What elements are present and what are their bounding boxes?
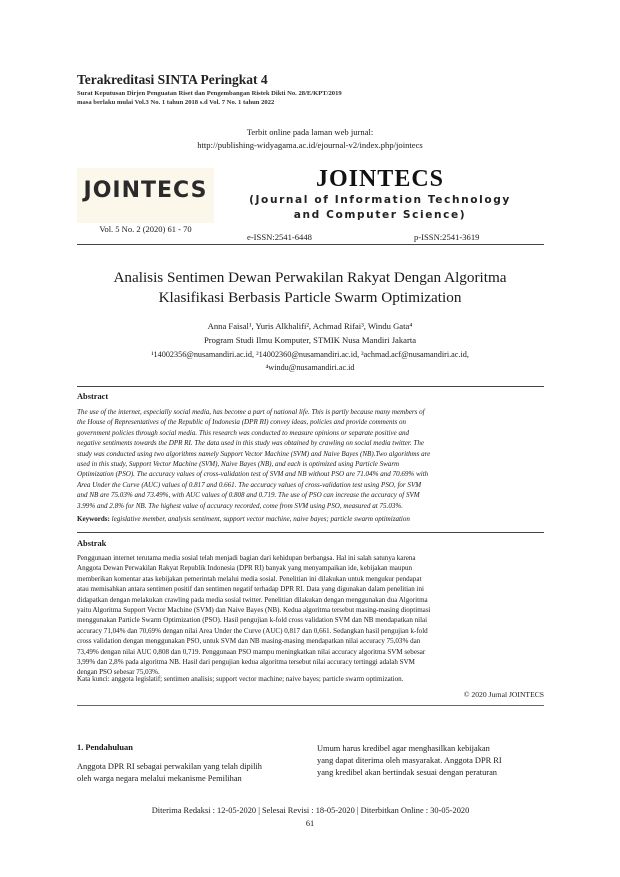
intro-line: yang kredibel akan bertindak sesuai dengan peraturan [317, 768, 497, 777]
author-emails-line1: ¹14002356@nusamandiri.ac.id, ²14002360@nusamandiri.ac.id, ³achmad.acf@nusamandiri.ac.id, [151, 350, 469, 359]
abstract-heading: Abstract [77, 392, 109, 401]
abstrak-line: Anggota Dewan Perwakilan Rakyat Republik Indonesia (DPR RI) banyak yang menyampaikan ide, kebijakan maupun [77, 564, 413, 573]
abstract-line: used in this study, Support Vector Machine (SVM), Naive Bayes (NB), and each is optimized using Particle Swarm [77, 460, 400, 469]
journal-full-name [220, 193, 540, 223]
abstrak-line: 3,99% dan 2,8% pada algoritma NB. Hasil dari pengujian kedua algoritma tersebut nilai accuracy tertinggi adalah SVM [77, 658, 415, 667]
abstract-line: The use of the internet, especially social media, has become a part of national life. This is partly because many members of [77, 408, 425, 416]
introduction-right-column [317, 743, 544, 779]
introduction-left-column [77, 761, 302, 785]
paper-authors: Anna Faisal¹, Yuris Alkhalifi², Achmad Rifai³, Windu Gata⁴ [207, 321, 413, 331]
abstract-indonesian [77, 553, 544, 678]
abstrak-heading: Abstrak [77, 539, 107, 548]
abstrak-line: accuracy 71,04% dan 70,69% dengan nilai Area Under the Curve (AUC) 0,817 dan 0,661. Sedangkan hasil pengujian k-fold [77, 626, 428, 635]
abstrak-line: didapatkan dengan melakukan crawling pada media sosial twitter. Penelitian dilakukan dengan menggunakan dua Algoritma [77, 595, 428, 604]
keywords-label: Keywords: [77, 515, 110, 523]
accreditation-title: Terakreditasi SINTA Peringkat 4 [77, 72, 268, 87]
abstract-line: negative sentiments towards the DPR RI. The data used in this study was obtained by crawling on social media twitter. The [77, 439, 424, 448]
intro-line: yang dapat diterima oleh masyarakat. Anggota DPR RI [317, 756, 502, 765]
header-divider [77, 244, 544, 245]
abstrak-line: yaitu Algoritma Support Vector Machine (SVM) dan Naive Bayes (NB). Kedua algoritma tersebut masing-masing dioptimasi [77, 606, 431, 615]
abstract-bottom-divider [77, 705, 544, 706]
abstract-divider [77, 532, 544, 533]
page-number: 61 [305, 819, 315, 828]
eissn: e-ISSN:2541-6448 [247, 232, 312, 242]
accreditation-info [77, 89, 342, 107]
journal-url[interactable]: http://publishing-widyagama.ac.id/ejournal-v2/index.php/jointecs [197, 140, 423, 150]
abstrak-line: cross validation dengan menggunakan PSO, untuk SVM dan NB masing-masing mendapatkan nilai accuracy 75,03% dan [77, 637, 421, 646]
abstrak-line: atau memisahkan antara sentimen positif dan sentimen negatif terhadap DPR RI. Data yang digunakan dalam penelitian ini [77, 585, 424, 594]
volume-info: Vol. 5 No. 2 (2020) 61 - 70 [99, 224, 192, 234]
abstract-line: government policies through social media. This research was conducted to measure opinions or separate positive and [77, 428, 410, 437]
abstrak-line: 73,49% dengan nilai AUC 0,808 dan 0,719. Penggunaan PSO mampu meningkatkan nilai accuracy algoritma SVM sebesar [77, 647, 426, 656]
accreditation-validity: masa berlaku mulai Vol.3 No. 1 tahun 2018 s.d Vol. 7 No. 1 tahun 2022 [77, 99, 275, 106]
keywords-english [77, 515, 544, 523]
abstract-line: Area Under the Curve (AUC) values of 0.817 and 0.661. The accuracy values of cross-validation test using PSO, for SVM [77, 480, 422, 489]
abstract-english [77, 407, 544, 511]
online-label: Terbit online pada laman web jurnal: [246, 127, 374, 137]
journal-full-name-line2: and Computer Science) [293, 209, 467, 221]
keywords-text: legislative member, analysis sentiment, support vector machine, naive bayes; particle swarm optimization [111, 515, 410, 523]
author-emails [100, 348, 520, 374]
paper-affiliation: Program Studi Ilmu Komputer, STMIK Nusa Mandiri Jakarta [203, 335, 417, 345]
abstract-line: Optimization (PSO). The accuracy values of cross-validation test of SVM and NB without PSO are 71.04% and 70.69% with [77, 470, 429, 479]
online-info [0, 126, 620, 152]
paper-title [60, 268, 560, 308]
accreditation-decree: Surat Keputusan Dirjen Penguatan Riset dan Pengembangan Ristek Dikti No. 28/E/KPT/2019 [77, 90, 342, 97]
abstrak-line: dengan PSO sebesar 75,03%. [77, 668, 160, 677]
abstract-line: 3.99% and 2.8% for NB. The highest value of accuracy recorded, come from SVM using PSO, measured at 75.03%. [77, 501, 403, 510]
intro-line: oleh warga negara melalui mekanisme Pemilihan [77, 774, 242, 783]
abstract-top-divider [77, 386, 544, 387]
abstract-line: and NB are 75.03% and 73.49%, with AUC values of 0.808 and 0.719. The use of PSO can increase the accuracy of SVM [77, 491, 420, 500]
kata-kunci-label: Kata kunci: [77, 675, 110, 683]
journal-full-name-line1: (Journal of Information Technology [249, 194, 511, 206]
copyright: © 2020 Jurnal JOINTECS [463, 690, 544, 699]
author-emails-line2: ⁴windu@nusamandiri.ac.id [265, 363, 355, 372]
abstrak-line: menggunakan Particle Swarm Optimization (PSO). Hasil pengujian k-fold cross validation SVM dan NB mendapatkan nilai [77, 616, 428, 625]
abstrak-line: memberikan komentar atas kebijakan pemerintah melalui media sosial. Penelitian ini dilakukan untuk mengukur pendapat [77, 574, 422, 583]
journal-name: JOINTECS [315, 166, 445, 192]
introduction-heading: 1. Pendahuluan [77, 743, 133, 752]
abstrak-line: Penggunaan internet terutama media sosial telah menjadi bagian dari kehidupan berbangsa. Hal ini salah satunya karena [77, 554, 416, 562]
keywords-indonesian [77, 675, 544, 683]
pissn: p-ISSN:2541-3619 [414, 232, 480, 242]
paper-title-line2: Klasifikasi Berbasis Particle Swarm Optimization [158, 289, 462, 306]
intro-line: Anggota DPR RI sebagai perwakilan yang telah dipilih [77, 762, 262, 771]
abstract-line: the House of Representatives of the Republic of Indonesia (DPR RI) convey ideas, policies and provide comments on [77, 418, 407, 427]
kata-kunci-text: anggota legislatif; sentimen analisis; support vector machine; naive bayes; particle swarm optimization. [111, 675, 404, 683]
paper-title-line1: Analisis Sentimen Dewan Perwakilan Rakyat Dengan Algoritma [113, 269, 507, 286]
abstract-line: study was conducted using two algorithms namely Support Vector Machine (SVM) and Naive Bayes (NB).Two algorithms are [77, 449, 431, 458]
publication-dates: Diterima Redaksi : 12-05-2020 | Selesai Revisi : 18-05-2020 | Diterbitkan Online : 30-05-2020 [151, 806, 470, 815]
intro-line: Umum harus kredibel agar menghasilkan kebijakan [317, 744, 490, 753]
journal-logo: JOINTECS [83, 178, 208, 203]
